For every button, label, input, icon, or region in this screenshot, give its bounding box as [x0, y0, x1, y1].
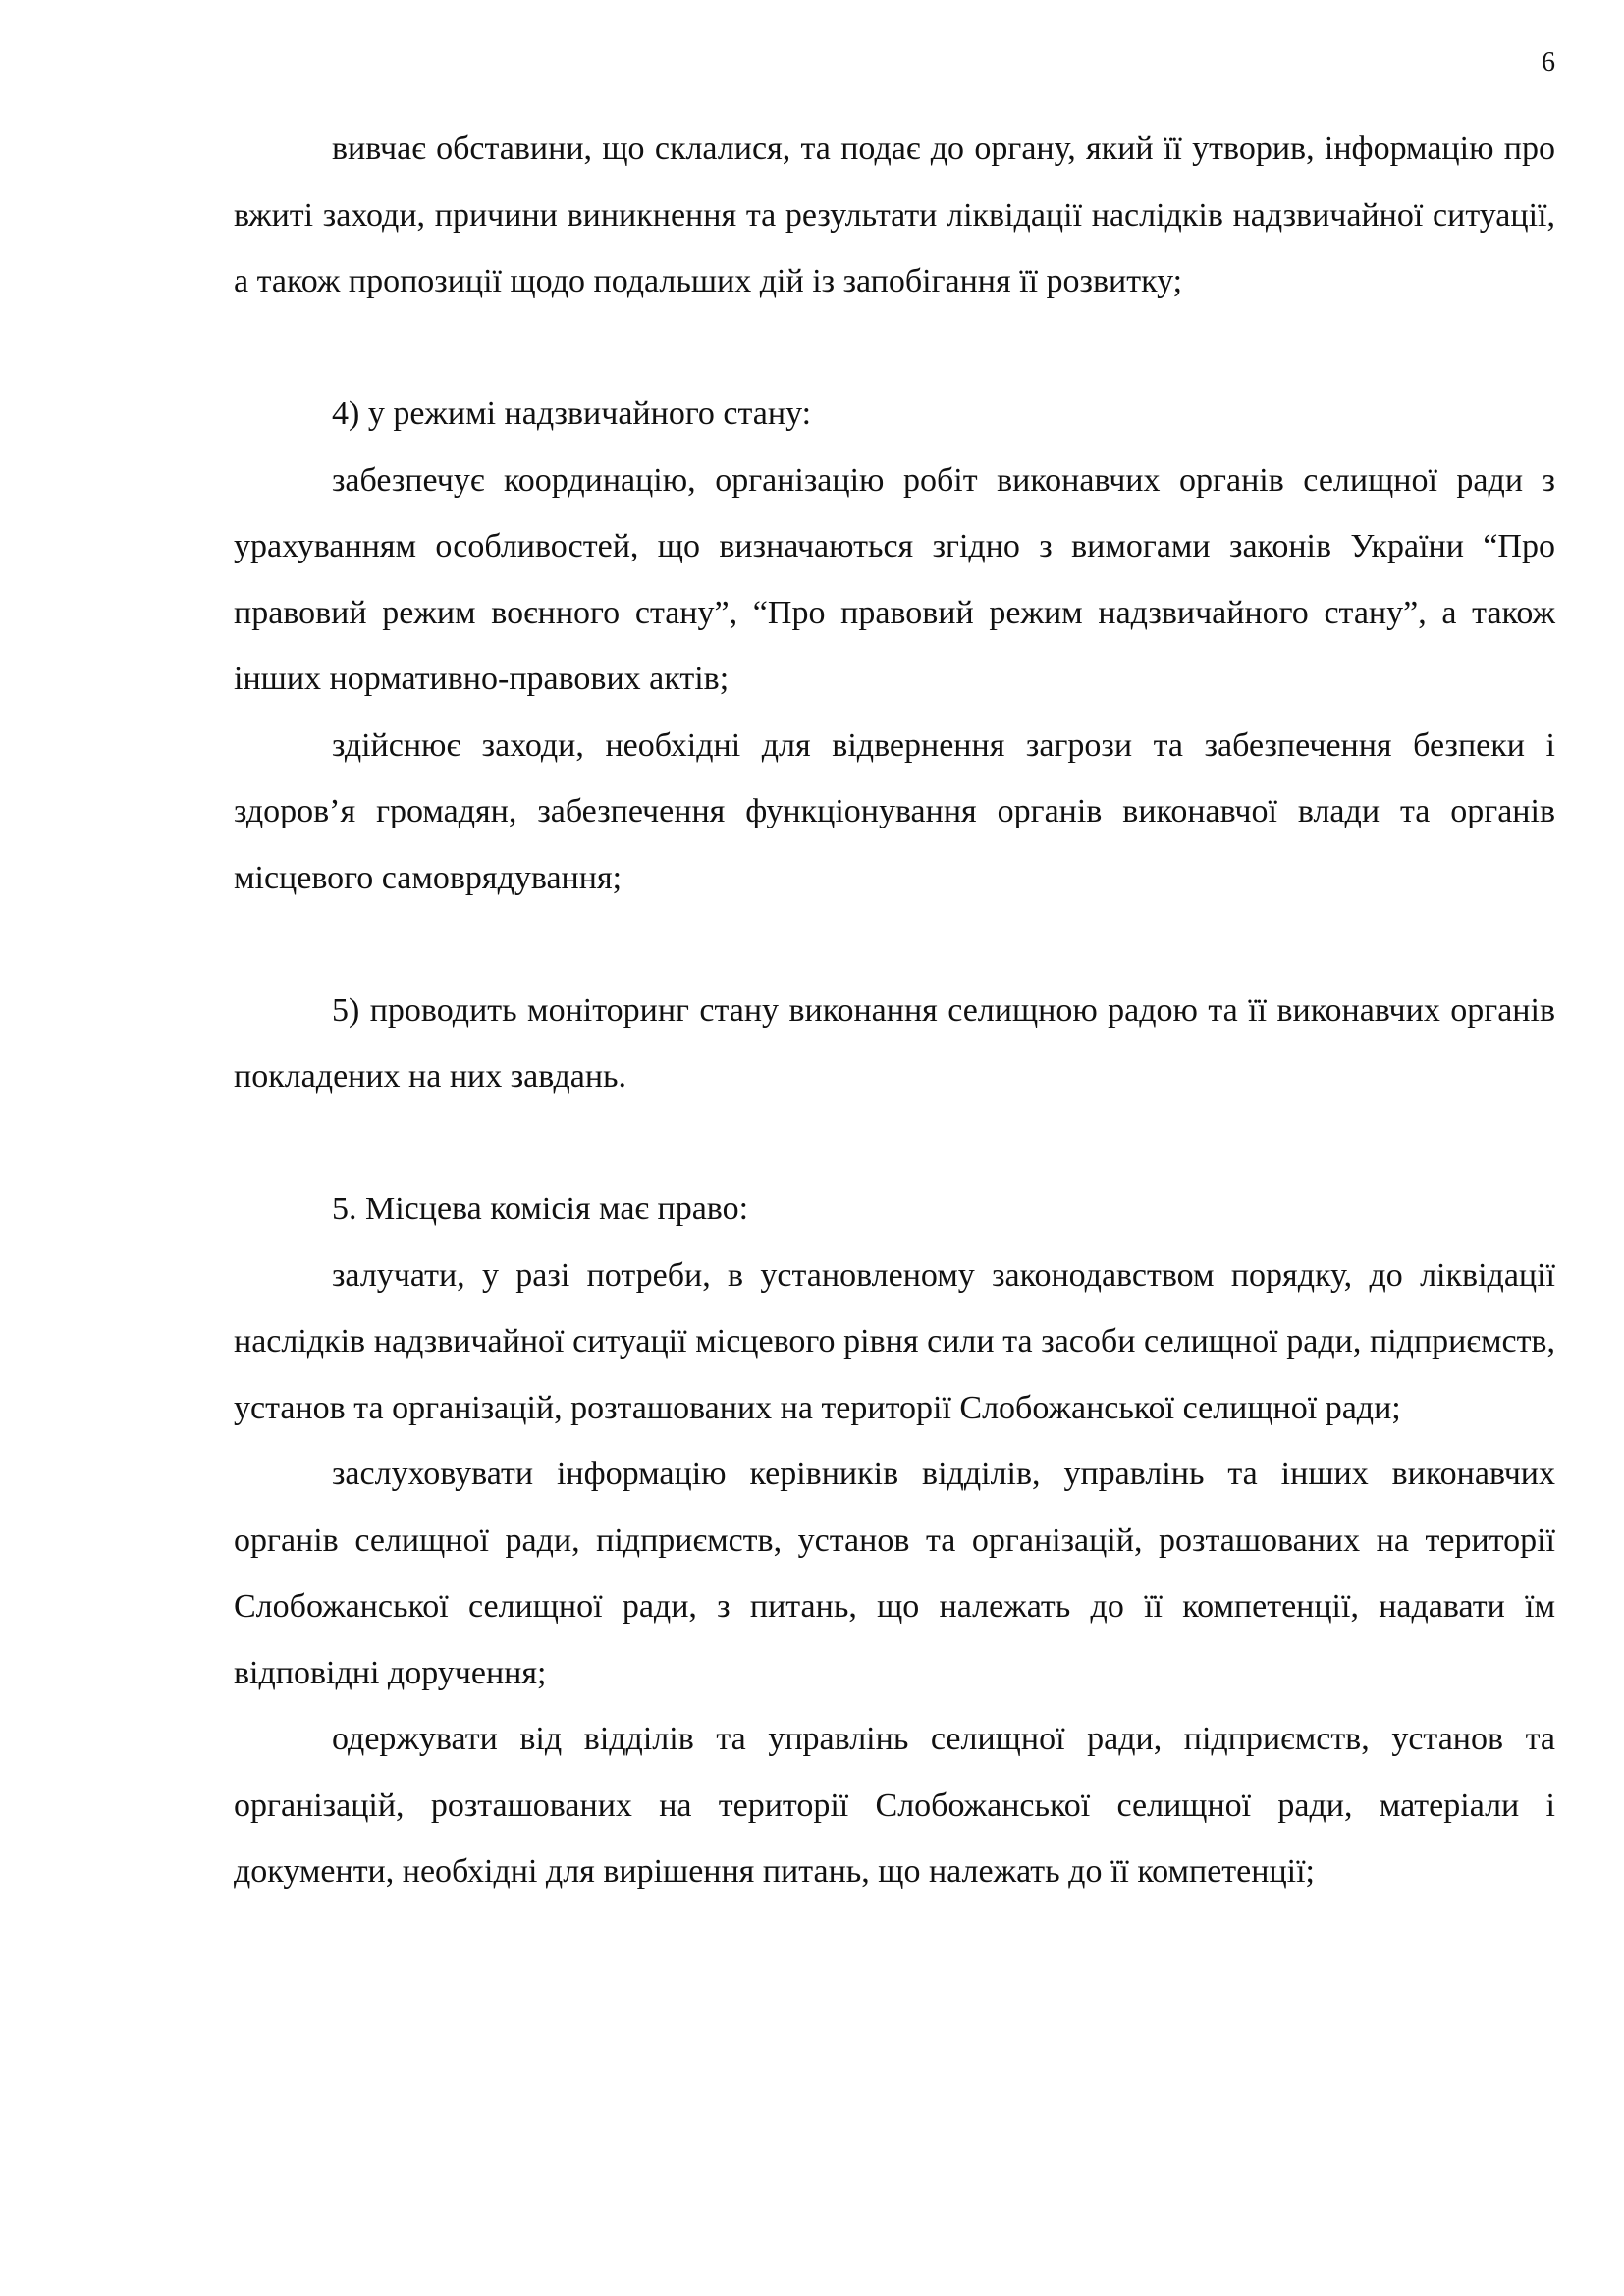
document-body — [234, 116, 1555, 1905]
paragraph-coordination: забезпечує координацію, організацію робіт виконавчих органів селищної ради з урахуванням особливостей, що визначаються згідно з вимогами законів України “Про правовий режим воєнного стану”, “Про правовий режим надзвичайного стану”, а також інших нормативно-правових актів; — [234, 461, 1555, 697]
paragraph-right-receive: одержувати від відділів та управлінь селищної ради, підприємств, установ та організацій, розташованих на території Слобожанської селищної ради, матеріали і документи, необхідні для вирішення питань, що належать до її компетенції; — [234, 1721, 1555, 1890]
paragraph-right-involve: залучати, у разі потреби, в установленому законодавством порядку, до ліквідації наслідків надзвичайної ситуації місцевого рівня сили та засоби селищної ради, підприємств, установ та організацій, розташованих на території Слобожанської селищної ради; — [234, 1256, 1555, 1426]
paragraph-threat-measures: здійснює заходи, необхідні для відвернення загрози та забезпечення безпеки і здоров’я громадян, забезпечення функціонування органів виконавчої влади та органів місцевого самоврядування; — [234, 726, 1555, 896]
paragraph-situation-report: вивчає обставини, що склалися, та подає до органу, який її утворив, інформацію про вжиті заходи, причини виникнення та результати ліквідації наслідків надзвичайної ситуації, а також пропозиції щодо подальших дій із запобігання її розвитку; — [234, 131, 1555, 299]
page-number: 6 — [1542, 47, 1555, 78]
paragraph-item-5-monitoring: 5) проводить моніторинг стану виконання селищною радою та її виконавчих органів покладених на них завдань. — [234, 991, 1555, 1095]
paragraph-right-hear: заслуховувати інформацію керівників відділів, управлінь та інших виконавчих органів селищної ради, підприємств, установ та організацій, розташованих на території Слобожанської селищної ради, з питань, що належать до її компетенції, надавати їм відповідні доручення; — [234, 1456, 1555, 1691]
paragraph-item-4-heading: 4) у режимі надзвичайного стану: — [332, 396, 812, 432]
paragraph-section-5-heading: 5. Місцева комісія має право: — [332, 1191, 749, 1227]
